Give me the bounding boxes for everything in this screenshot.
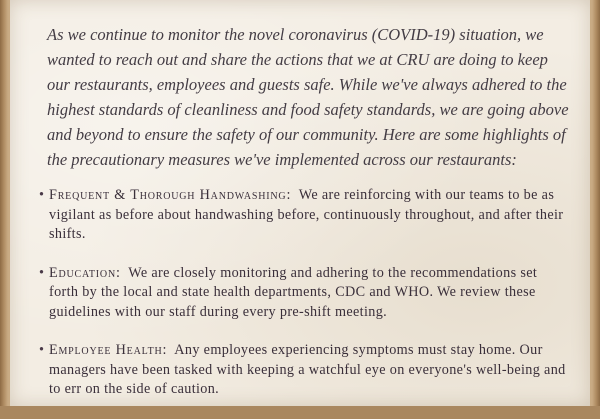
bullet-icon: • (39, 187, 45, 203)
intro-paragraph: As we continue to monitor the novel coronavirus (COVID-19) situation, we wanted to reach out and share the actions that we at CRU are doing to keep our restaurants, employees and guests safe. While we've always adhered to the highest standards of cleanliness and food safety standards, we are going above and beyond to ensure the safety of our community. Here are some highlights of the precautionary measures we've implemented across our restaurants: (47, 25, 569, 169)
measure-education (10, 264, 590, 323)
measure-text: We are reinforcing with our teams to be as vigilant as before about handwashing before, continuously throughout, and after their shifts. (49, 187, 564, 242)
measure-text: Any employees experiencing symptoms must stay home. Our managers have been tasked with keeping a watchful eye on everyone's well-being and to err on the side of caution. (49, 342, 566, 397)
bullet-icon: • (39, 264, 45, 281)
measures-list (10, 186, 590, 419)
bullet-icon: • (39, 342, 45, 358)
paper-background (10, 0, 590, 406)
measure-handwashing (10, 186, 590, 245)
measure-title: Education: (49, 264, 121, 281)
measure-title: Frequent & Thorough Handwashing: (49, 187, 292, 203)
measure-title: Employee Health: (49, 342, 168, 358)
measure-employee-health (10, 341, 590, 400)
measure-text: We are closely monitoring and adhering to the recommendations set forth by the local and state health departments, CDC and WHO. We review these guidelines with our staff during every pre-shift meeting. (49, 264, 538, 320)
